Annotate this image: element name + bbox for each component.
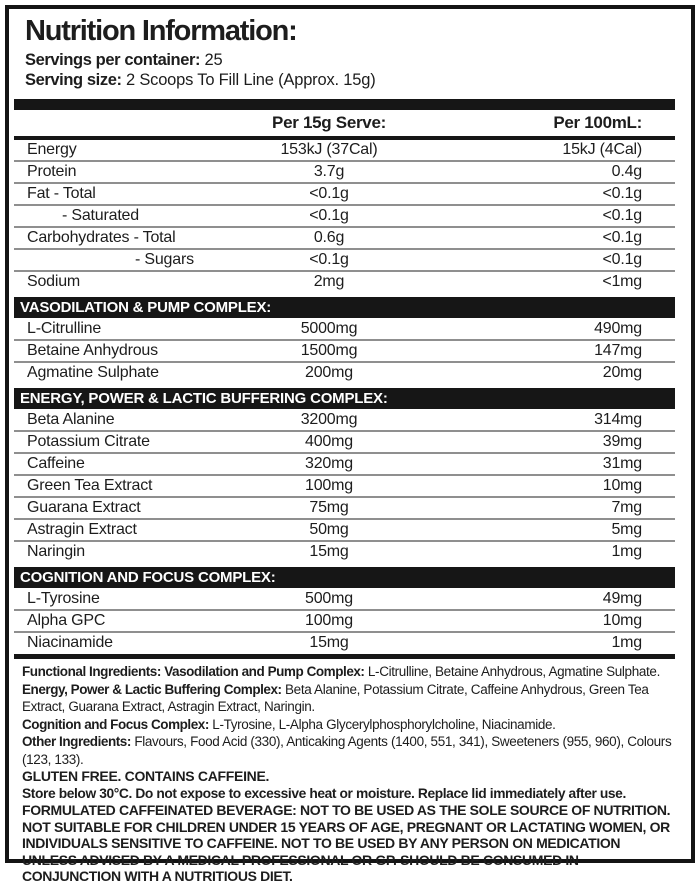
per-serve-value: 3.7g	[313, 163, 345, 180]
per-100ml-value: 15kJ (4Cal)	[562, 141, 642, 158]
table-row	[14, 248, 675, 270]
ingredient-name: Naringin	[27, 543, 85, 560]
per-serve-value: 3200mg	[300, 411, 358, 428]
per-100ml-value: <0.1g	[602, 207, 642, 224]
nutrient-name: - Sugars	[135, 251, 194, 268]
other-ingredients-paragraph	[22, 733, 675, 768]
section-header-vasodilation: VASODILATION & PUMP COMPLEX:	[14, 297, 675, 318]
nutrient-name: Fat - Total	[27, 185, 96, 202]
label-content	[9, 9, 691, 885]
per-serve-value: 400mg	[305, 433, 353, 450]
functional-ingredients-text: L-Citrulline, Betaine Anhydrous, Agmatine Sulphate.	[364, 664, 660, 679]
table-bottom-line	[14, 654, 675, 659]
nutrient-name: - Saturated	[62, 207, 139, 224]
nutrient-name: Sodium	[27, 273, 81, 290]
cognition-complex-paragraph	[22, 716, 675, 734]
other-ingredients-lead: Other Ingredients:	[22, 734, 131, 749]
table-row	[14, 518, 675, 540]
per-serve-value: 5000mg	[300, 320, 358, 337]
energy-complex-lead: Energy, Power & Lactic Buffering Complex:	[22, 681, 282, 697]
table-row	[14, 496, 675, 518]
cognition-complex-lead: Cognition and Focus Complex:	[22, 716, 209, 732]
serving-size-line	[25, 70, 675, 90]
table-row	[14, 204, 675, 226]
table-row	[14, 319, 675, 339]
per-100ml-value: 5mg	[611, 521, 642, 538]
per-serve-value: 15mg	[309, 634, 349, 651]
column-header-per-serve: Per 15g Serve:	[272, 113, 386, 132]
ingredient-name: L-Citrulline	[27, 320, 102, 337]
table-row	[14, 182, 675, 204]
serving-size-value: 2 Scoops To Fill Line (Approx. 15g)	[125, 71, 376, 89]
energy-complex-text: Beta Alanine, Potassium Citrate, Caffeine Anhydrous, Green Tea Extract, Guarana Extract, Astragin Extract, Naringin.	[22, 681, 649, 714]
ingredient-name: Betaine Anhydrous	[27, 342, 158, 359]
per-serve-value: 200mg	[305, 364, 353, 381]
table-row	[14, 270, 675, 292]
column-header-per-100ml: Per 100mL:	[553, 113, 642, 132]
table-row	[14, 589, 675, 609]
functional-ingredients-paragraph	[22, 663, 675, 681]
ingredient-name: Alpha GPC	[27, 612, 106, 629]
per-serve-value: <0.1g	[309, 185, 349, 202]
nutrient-name: Carbohydrates - Total	[27, 229, 176, 246]
per-serve-value: <0.1g	[309, 207, 349, 224]
section-header-cognition: COGNITION AND FOCUS COMPLEX:	[14, 567, 675, 588]
per-serve-value: 100mg	[305, 612, 353, 629]
ingredient-name: Guarana Extract	[27, 499, 141, 516]
label-header	[14, 9, 675, 90]
ingredient-name: Beta Alanine	[27, 411, 115, 428]
per-100ml-value: 7mg	[611, 499, 642, 516]
servings-label: Servings per container:	[25, 51, 201, 69]
table-row	[14, 631, 675, 653]
per-100ml-value: 20mg	[602, 364, 642, 381]
energy-power-rows	[14, 410, 675, 562]
per-serve-value: 100mg	[305, 477, 353, 494]
ingredient-name: Niacinamide	[27, 634, 113, 651]
functional-ingredients-lead: Functional Ingredients: Vasodilation and Pump Complex:	[22, 664, 365, 679]
table-row	[14, 410, 675, 430]
per-serve-value: 75mg	[309, 499, 349, 516]
per-100ml-value: 49mg	[602, 590, 642, 607]
cognition-complex-text: L-Tyrosine, L-Alpha Glycerylphosphorylcholine, Niacinamide.	[208, 716, 556, 732]
main-nutrition-rows	[14, 140, 675, 292]
per-serve-value: 500mg	[305, 590, 353, 607]
table-header-row	[14, 110, 675, 136]
table-row	[14, 540, 675, 562]
per-serve-value: <0.1g	[309, 251, 349, 268]
cognition-rows	[14, 589, 675, 653]
caffeine-warning: FORMULATED CAFFEINATED BEVERAGE: NOT TO BE USED AS THE SOLE SOURCE OF NUTRITION. NOT SUITABLE FOR CHILDREN UNDER 15 YEARS OF AGE, PREGNANT OR LACTATING WOMEN, OR INDIVIDUALS SENSITIVE TO CAFFEINE. NOT TO BE USED BY ANY PERSON ON MEDICATION UNLESS ADVISED BY A MEDICAL PROFESSIONAL OR GP. SHOULD BE CONSUMED IN CONJUNCTION WITH A NUTRITIOUS DIET.	[22, 802, 671, 884]
ingredient-name: Potassium Citrate	[27, 433, 150, 450]
table-row	[14, 160, 675, 182]
other-ingredients-text: Flavours, Food Acid (330), Anticaking Agents (1400, 551, 341), Sweeteners (955, 960), Colours (123, 133).	[22, 734, 672, 767]
energy-complex-paragraph	[22, 681, 675, 716]
per-serve-value: 15mg	[309, 543, 349, 560]
table-row	[14, 430, 675, 452]
per-100ml-value: <0.1g	[602, 229, 642, 246]
per-100ml-value: 490mg	[594, 320, 642, 337]
page-title: Nutrition Information:	[25, 15, 297, 47]
per-100ml-value: 314mg	[594, 411, 642, 428]
label-footer	[14, 663, 675, 885]
table-row	[14, 140, 675, 160]
per-100ml-value: 147mg	[594, 342, 642, 359]
per-serve-value: 153kJ (37Cal)	[280, 141, 378, 158]
per-100ml-value: 10mg	[602, 477, 642, 494]
per-100ml-value: 39mg	[602, 433, 642, 450]
table-row	[14, 361, 675, 383]
per-serve-value: 0.6g	[313, 229, 345, 246]
per-100ml-value: 31mg	[602, 455, 642, 472]
gluten-free-statement: GLUTEN FREE. CONTAINS CAFFEINE.	[22, 768, 270, 784]
per-100ml-value: <1mg	[602, 273, 642, 290]
per-serve-value: 50mg	[309, 521, 349, 538]
ingredient-name: Caffeine	[27, 455, 85, 472]
table-row	[14, 339, 675, 361]
divider-bar-top	[14, 99, 675, 110]
section-header-energy-power: ENERGY, POWER & LACTIC BUFFERING COMPLEX:	[14, 388, 675, 409]
table-row	[14, 226, 675, 248]
ingredient-name: Astragin Extract	[27, 521, 137, 538]
vasodilation-rows	[14, 319, 675, 383]
ingredient-name: Agmatine Sulphate	[27, 364, 159, 381]
serving-size-label: Serving size:	[25, 71, 122, 89]
servings-per-container-line	[25, 50, 675, 70]
per-serve-value: 2mg	[313, 273, 345, 290]
per-100ml-value: <0.1g	[602, 185, 642, 202]
nutrient-name: Protein	[27, 163, 77, 180]
table-row	[14, 609, 675, 631]
nutrient-name: Energy	[27, 141, 77, 158]
storage-warning: Store below 30°C. Do not expose to excessive heat or moisture. Replace lid immediately after use.	[22, 786, 626, 801]
per-100ml-value: 1mg	[611, 543, 642, 560]
table-row	[14, 452, 675, 474]
servings-value: 25	[204, 51, 223, 69]
per-100ml-value: 0.4g	[611, 163, 642, 180]
ingredient-name: L-Tyrosine	[27, 590, 100, 607]
table-row	[14, 474, 675, 496]
per-100ml-value: <0.1g	[602, 251, 642, 268]
per-serve-value: 1500mg	[300, 342, 358, 359]
per-serve-value: 320mg	[305, 455, 353, 472]
nutrition-label-panel	[5, 5, 695, 884]
per-100ml-value: 1mg	[611, 634, 642, 651]
ingredient-name: Green Tea Extract	[27, 477, 153, 494]
per-100ml-value: 10mg	[602, 612, 642, 629]
